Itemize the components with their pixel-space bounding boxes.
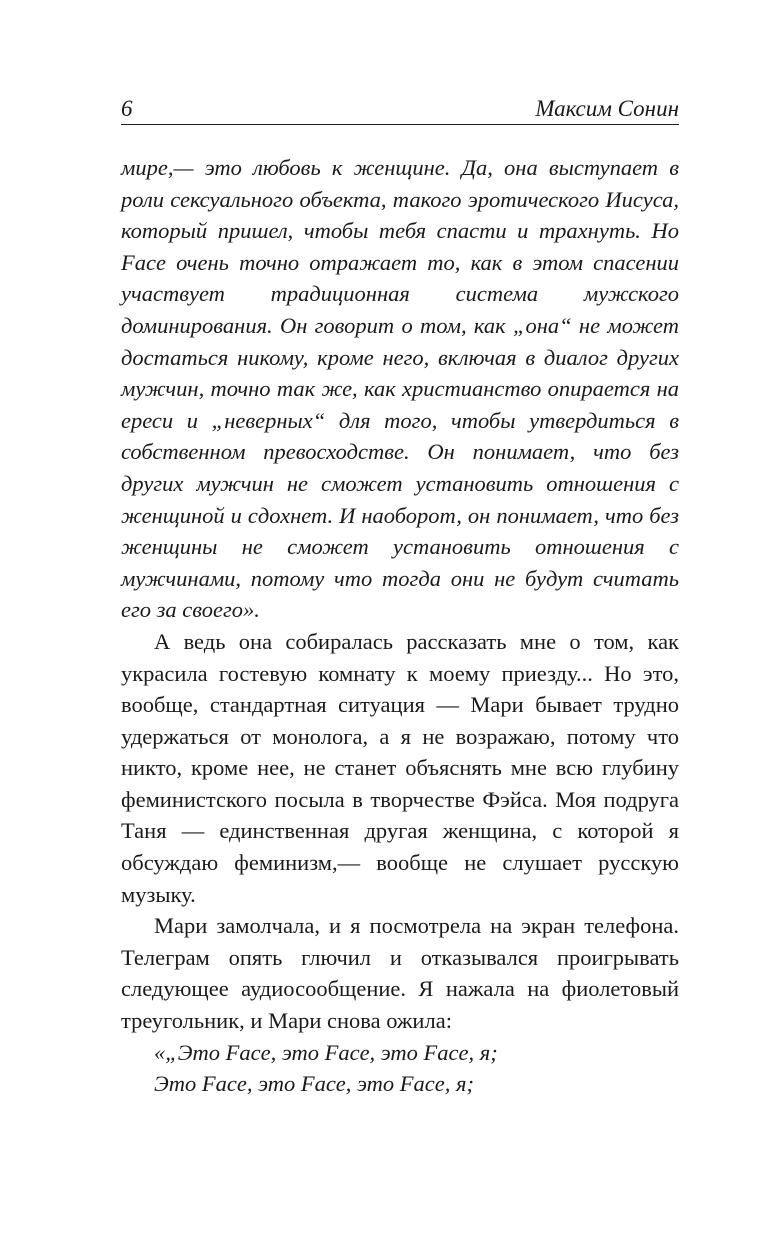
page-header bbox=[121, 96, 679, 125]
verse-line: Это Face, это Face, это Face, я; bbox=[154, 1071, 474, 1097]
body-text bbox=[121, 152, 679, 1100]
verse-line: «„Это Face, это Face, это Face, я; bbox=[154, 1039, 498, 1065]
paragraph: А ведь она собиралась рассказать мне о том, как украсила гостевую комнату к моему приезду... Но это, вообще, стандартная ситуация — Мари бывает трудно удержаться от монолога, а я не возражаю, потому что никто, кроме нее, не станет объяснять мне всю глубину феминистского посыла в творчестве Фэйса. Моя подруга Таня — единственная другая женщина, с которой я обсуждаю феминизм,— вообще не слушает русскую музыку. bbox=[121, 628, 679, 907]
paragraph: Мари замолчала, и я посмотрела на экран телефона. Телеграм опять глючил и отказывался проигрывать следующее аудиосообщение. Я нажала на фиолетовый треугольник, и Мари снова ожила: bbox=[121, 913, 679, 1034]
quote-continuation-paragraph: мире,— это любовь к женщине. Да, она выступает в роли сексуального объекта, такого эротического Иисуса, который пришел, чтобы тебя спасти и трахнуть. Но Face очень точно отражает то, как в этом спасении участвует традиционная система мужского доминирования. Он говорит о том, как „она“ не может достаться никому, кроме него, включая в диалог других мужчин, точно так же, как христианство опирается на ереси и „неверных“ для того, чтобы утвердиться в собственном превосходстве. Он понимает, что без других мужчин не сможет установить отношения с женщиной и сдохнет. И наоборот, он понимает, что без женщины не сможет установить отношения с мужчинами, потому что тогда они не будут считать его за своего». bbox=[121, 155, 679, 623]
running-head-author: Максим Сонин bbox=[535, 96, 679, 121]
song-lyrics-quote bbox=[121, 1037, 679, 1100]
page-number: 6 bbox=[121, 96, 133, 121]
